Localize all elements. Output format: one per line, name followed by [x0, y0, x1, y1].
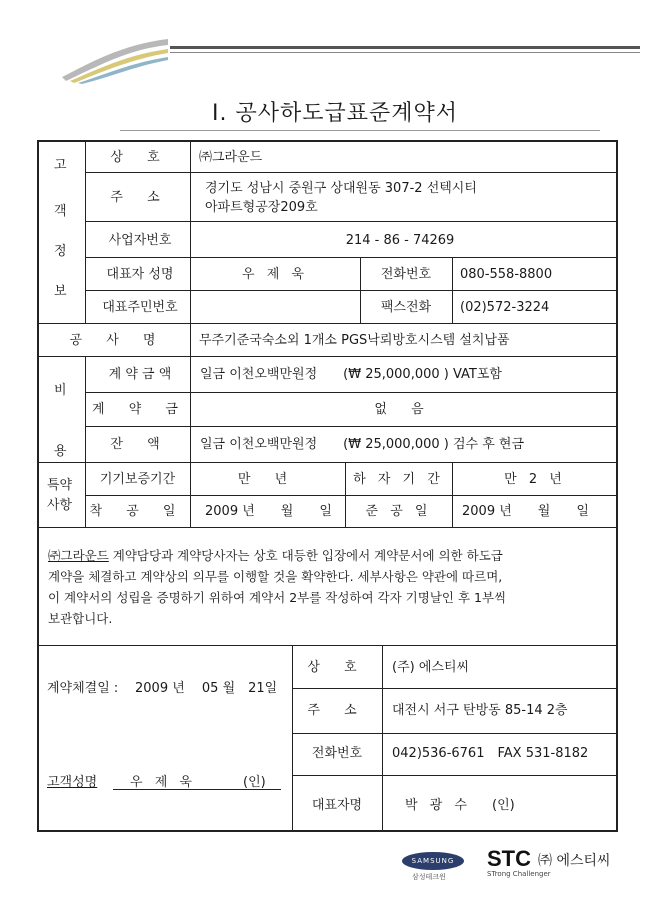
trade-name-label: 상 호: [110, 150, 170, 165]
complete-date-label: 준 공 일: [365, 504, 432, 519]
row-divider: [85, 172, 618, 173]
project-name-label: 공 사 명: [69, 333, 166, 348]
row-divider: [85, 495, 618, 496]
section-label-special: 사항: [47, 498, 73, 513]
header-swoosh-graphic: [60, 35, 170, 85]
balance-label: 잔 액: [110, 437, 170, 452]
footer-company-name: ㈜ 에스티씨: [538, 853, 611, 869]
contractor-trade-name-label: 상 호: [307, 660, 367, 675]
row-divider: [85, 290, 618, 291]
notice-text-2: 계약을 체결하고 계약상의 의무를 이행할 것을 확약한다. 세부사항은 약관에 따르며,: [48, 569, 503, 584]
col-divider: [85, 140, 86, 323]
defect-period-label: 하 자 기 간: [353, 472, 444, 487]
agreement-notice: [48, 545, 608, 629]
defect-period-value: 만 2 년: [504, 472, 566, 487]
col-divider: [85, 356, 86, 527]
contractor-phone-value: 042)536-6761 FAX 531-8182: [392, 746, 589, 761]
row-divider: [85, 221, 618, 222]
contract-date-label: 계약체결일 :: [47, 681, 119, 696]
contractor-address-label: 주 소: [307, 703, 367, 718]
rep-name-label: 대표자 성명: [106, 267, 174, 282]
row-divider: [292, 733, 618, 734]
section-label-customer: 보: [54, 284, 67, 299]
contract-amount-label: 계 약 금 액: [108, 367, 172, 382]
contractor-rep-label: 대표자명: [311, 798, 363, 813]
section-label-cost: 용: [54, 444, 67, 459]
samsung-subtitle: 삼성테크윈: [412, 873, 446, 881]
customer-name-value: 우 제 욱: [130, 775, 196, 790]
warranty-label: 기기보증기간: [99, 472, 176, 487]
col-divider: [382, 645, 383, 832]
samsung-logo: SAMSUNG: [402, 852, 464, 870]
stc-logo: STC: [487, 846, 531, 871]
contract-date-value: 2009 년 05 월 21일: [135, 681, 278, 696]
address-line2: 아파트형공장209호: [205, 200, 318, 215]
rep-name-value: 우 제 욱: [242, 267, 308, 282]
notice-company: ㈜그라운드: [48, 548, 109, 563]
contractor-phone-label: 전화번호: [311, 746, 363, 761]
address-label: 주 소: [110, 190, 170, 205]
col-divider: [452, 257, 453, 323]
customer-signature-line: [113, 789, 281, 790]
section-label-customer: 객: [54, 204, 67, 219]
contract-amount-value: 일금 이천오백만원정 (₩ 25,000,000 ) VAT포함: [200, 367, 502, 382]
section-label-cost: 비: [54, 383, 67, 398]
row-divider: [85, 426, 618, 427]
stc-tagline: STrong Challenger: [487, 870, 551, 878]
section-label-special: 특약: [47, 478, 73, 493]
row-divider: [37, 462, 618, 463]
row-divider: [37, 645, 618, 646]
contractor-trade-name-value: (주) 에스티씨: [392, 660, 470, 675]
contractor-address-value: 대전시 서구 탄방동 85-14 2층: [392, 703, 568, 718]
row-divider: [292, 688, 618, 689]
trade-name-value: ㈜그라운드: [199, 150, 263, 165]
complete-date-value: 2009 년 월 일: [462, 504, 589, 519]
col-divider: [190, 323, 191, 527]
section-label-customer: 정: [54, 244, 67, 259]
fax-value: (02)572-3224: [460, 300, 550, 315]
start-date-label: 착 공 일: [89, 504, 186, 519]
fax-label: 팩스전화: [380, 300, 432, 315]
customer-name-label: 고객성명: [47, 775, 98, 790]
address-line1: 경기도 성남시 중원구 상대원동 307-2 선텍시티: [205, 181, 477, 196]
balance-value: 일금 이천오백만원정 (₩ 25,000,000 ) 검수 후 현금: [200, 437, 525, 452]
phone-label: 전화번호: [380, 267, 432, 282]
warranty-value: 만 년: [237, 472, 298, 487]
row-divider: [37, 356, 618, 357]
title-underline: [120, 130, 600, 131]
row-divider: [37, 323, 618, 324]
notice-text-3: 이 계약서의 성립을 증명하기 위하여 계약서 2부를 작성하여 각자 기명날인 후 1부씩: [48, 590, 507, 605]
header-rule-thick: [170, 46, 640, 49]
contractor-rep-value: 박 광 수: [405, 798, 471, 813]
row-divider: [85, 257, 618, 258]
col-divider: [190, 140, 191, 323]
notice-text-1: 계약담당과 계약당사자는 상호 대등한 입장에서 계약문서에 의한 하도급: [108, 548, 503, 563]
biz-no-value: 214 - 86 - 74269: [345, 233, 455, 248]
deposit-value: 없 음: [374, 402, 434, 417]
document-title: Ⅰ. 공사하도급표준계약서: [212, 101, 458, 126]
row-divider: [37, 527, 618, 528]
header-rule-thin: [170, 52, 640, 53]
phone-value: 080-558-8800: [460, 267, 553, 282]
start-date-value: 2009 년 월 일: [205, 504, 332, 519]
row-divider: [292, 775, 618, 776]
section-label-customer: 고: [54, 158, 67, 173]
notice-text-4: 보관합니다.: [48, 611, 113, 626]
customer-seal: (인): [243, 775, 266, 790]
rep-id-label: 대표주민번호: [102, 300, 178, 315]
deposit-label: 계 약 금: [92, 402, 188, 417]
project-name-value: 무주기준국숙소외 1개소 PGS낙뢰방호시스템 설치납품: [199, 333, 510, 348]
contractor-seal: (인): [492, 798, 515, 813]
row-divider: [85, 392, 618, 393]
biz-no-label: 사업자번호: [108, 233, 172, 248]
